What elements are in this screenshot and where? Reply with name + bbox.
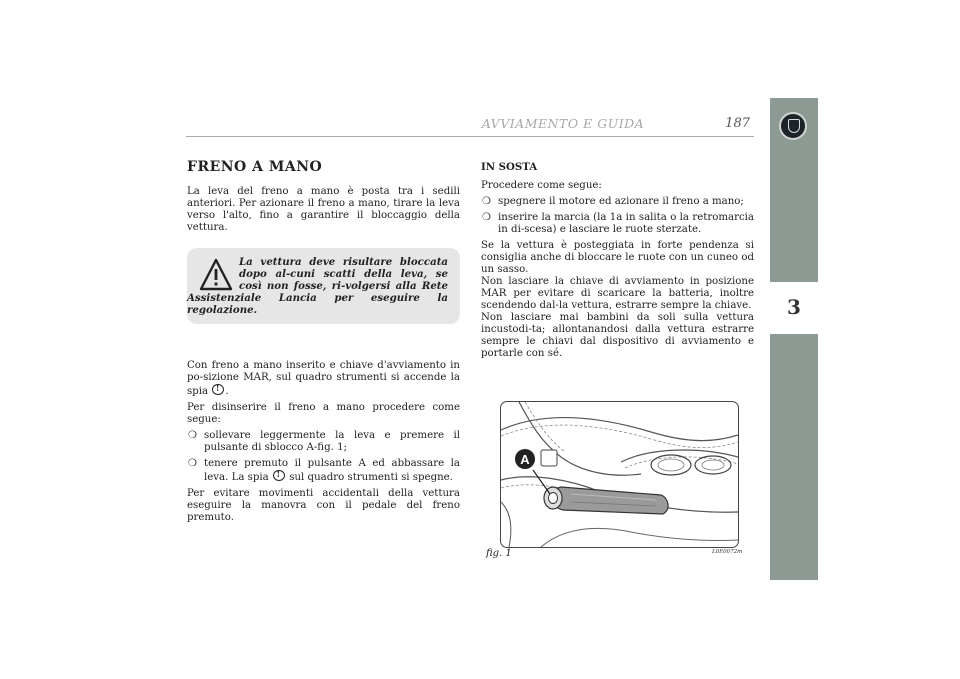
chapter-number: 3 [787, 295, 801, 319]
left-column [187, 161, 460, 528]
chapter-sidebar [770, 98, 818, 580]
bullet-icon: ❍ [482, 212, 491, 223]
list-item [187, 430, 460, 454]
parking-intro: Procedere come segue: [481, 180, 602, 191]
handbrake-illustration [501, 402, 738, 547]
subsection-heading: IN SOSTA [481, 161, 538, 173]
bullet-icon: ❍ [188, 458, 197, 469]
intro-paragraph: La leva del freno a mano è posta tra i sedili anteriori. Per azionare il freno a mano, tirare la leva verso l'alto, fino a garantire il bloccaggio della vettura. [187, 186, 460, 233]
lancia-logo-icon [779, 112, 807, 140]
list-item-text: inserire la marcia (la 1a in salita o la retromarcia in di-scesa) e lasciare le ruote sterzate. [498, 212, 754, 235]
list-item-text-end: sul quadro strumenti si spegne. [289, 472, 453, 483]
key-paragraph: Non lasciare la chiave di avviamento in posizione MAR per evitare di scaricare la batteria, inoltre scendendo dal-la vettura, estrarre sempre la chiave. [481, 276, 754, 311]
page-header [186, 116, 754, 142]
bullet-icon: ❍ [188, 430, 197, 441]
page-number: 187 [725, 116, 750, 131]
list-item-text: tenere premuto il pulsante A ed abbassare la leva. La spia [204, 458, 460, 483]
list-item-text: sollevare leggermente la leva e premere il pulsante di sblocco A-fig. 1; [204, 430, 460, 453]
release-steps [187, 430, 460, 484]
section-heading: FRENO A MANO [187, 159, 323, 175]
right-column [481, 161, 754, 364]
warning-text: La vettura deve risultare bloccata dopo al-cuni scatti della leva, se così non fosse, ri-volgersi alla Rete Assistenziale Lancia per eseguire la regolazione. [187, 256, 448, 316]
brake-warning-lamp-icon [273, 470, 285, 481]
chapter-tab[interactable] [770, 282, 818, 334]
closing-paragraph: Per evitare movimenti accidentali della vettura eseguire la manovra con il pedale del freno premuto. [187, 488, 460, 523]
brake-lamp-text-end: . [225, 386, 229, 397]
brake-lamp-text: Con freno a mano inserito e chiave d'avviamento in po-sizione MAR, sul quadro strumenti si accende la spia [187, 360, 460, 397]
header-rule [186, 136, 754, 137]
brake-warning-lamp-icon [212, 384, 224, 395]
list-item [187, 458, 460, 484]
warning-box [187, 248, 460, 324]
list-item [481, 212, 754, 236]
handbrake-figure [500, 401, 739, 548]
brake-lamp-paragraph [187, 360, 460, 398]
warning-triangle-icon [199, 258, 233, 292]
section-title: AVVIAMENTO E GUIDA [481, 116, 645, 131]
bullet-icon: ❍ [482, 196, 491, 207]
figure-code: L0E0072m [712, 549, 743, 555]
slope-paragraph: Se la vettura è posteggiata in forte pendenza si consiglia anche di bloccare le ruote con un cuneo od un sasso. [481, 240, 754, 275]
figure-caption: fig. 1 [486, 548, 512, 559]
list-item [481, 196, 754, 208]
callout-label-a: A [520, 452, 530, 467]
logo-shield [788, 119, 800, 133]
release-intro: Per disinserire il freno a mano procedere come segue: [187, 402, 460, 425]
children-paragraph: Non lasciare mai bambini da soli sulla vettura incustodi-ta; allontanandosi dalla vettura estrarre sempre le chiavi dal dispositivo di avviamento e portarle con sé. [481, 312, 754, 359]
parking-steps [481, 196, 754, 236]
list-item-text: spegnere il motore ed azionare il freno a mano; [498, 196, 744, 207]
